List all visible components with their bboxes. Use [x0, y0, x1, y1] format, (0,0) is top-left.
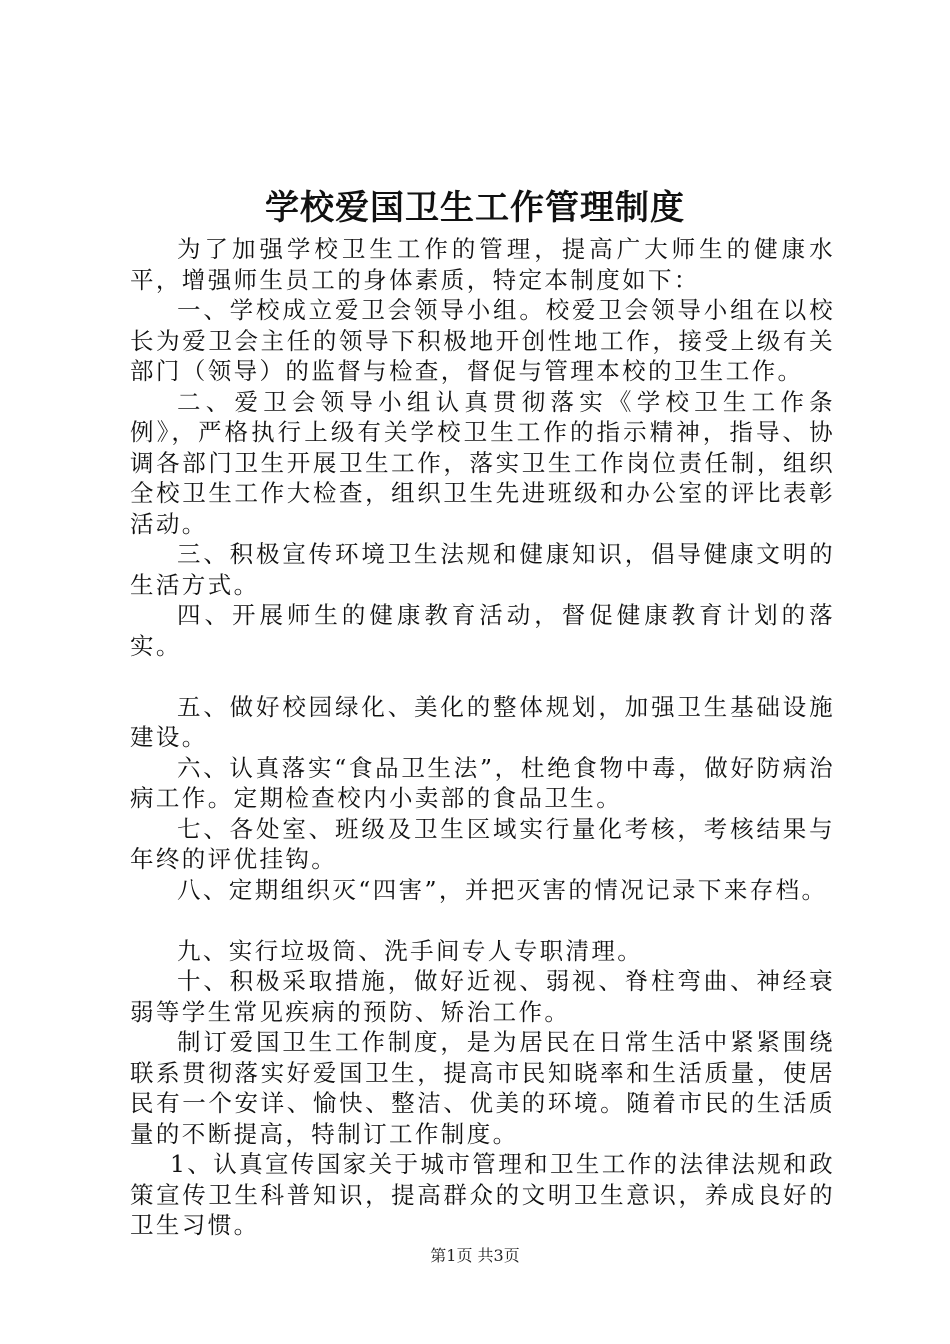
clause-8-paragraph: 八、定期组织灭“四害”，并把灭害的情况记录下来存档。	[177, 875, 828, 904]
clause-7-paragraph: 七、各处室、班级及卫生区域实行量化考核，考核结果与年终的评优挂钩。	[130, 814, 835, 873]
clause-10-paragraph: 十、积极采取措施，做好近视、弱视、脊柱弯曲、神经衰弱等学生常见疾病的预防、矫治工作。	[130, 967, 835, 1026]
document-body	[130, 234, 835, 1241]
system-intro-paragraph: 制订爱国卫生工作制度，是为居民在日常生活中紧紧围绕联系贯彻落实好爱国卫生，提高市民知晓率和生活质量，使居民有一个安详、愉快、整洁、优美的环境。随着市民的生活质量的不断提高，特制订工作制度。	[130, 1028, 835, 1148]
intro-paragraph: 为了加强学校卫生工作的管理，提高广大师生的健康水平，增强师生员工的身体素质，特定本制度如下：	[130, 235, 835, 294]
clause-3-paragraph: 三、积极宣传环境卫生法规和健康知识，倡导健康文明的生活方式。	[130, 540, 835, 599]
clause-1-paragraph: 一、学校成立爱卫会领导小组。校爱卫会领导小组在以校长为爱卫会主任的领导下积极地开创性地工作，接受上级有关部门（领导）的监督与检查，督促与管理本校的卫生工作。	[130, 296, 835, 385]
document-title: 学校爱国卫生工作管理制度	[265, 188, 685, 228]
clause-5-paragraph: 五、做好校园绿化、美化的整体规划，加强卫生基础设施建设。	[130, 692, 835, 751]
item-1-paragraph: 1、认真宣传国家关于城市管理和卫生工作的法律法规和政策宣传卫生科普知识，提高群众的文明卫生意识，养成良好的卫生习惯。	[130, 1150, 835, 1239]
clause-9-paragraph: 九、实行垃圾筒、洗手间专人专职清理。	[177, 936, 644, 965]
page-number-footer: 第1页 共3页	[430, 1246, 520, 1265]
clause-6-paragraph: 六、认真落实“食品卫生法”，杜绝食物中毒，做好防病治病工作。定期检查校内小卖部的食品卫生。	[130, 753, 835, 812]
clause-4-paragraph: 四、开展师生的健康教育活动，督促健康教育计划的落实。	[130, 601, 835, 660]
clause-2-paragraph: 二、爱卫会领导小组认真贯彻落实《学校卫生工作条例》，严格执行上级有关学校卫生工作的指示精神，指导、协调各部门卫生开展卫生工作，落实卫生工作岗位责任制，组织全校卫生工作大检查，组织卫生先进班级和办公室的评比表彰活动。	[130, 387, 835, 538]
